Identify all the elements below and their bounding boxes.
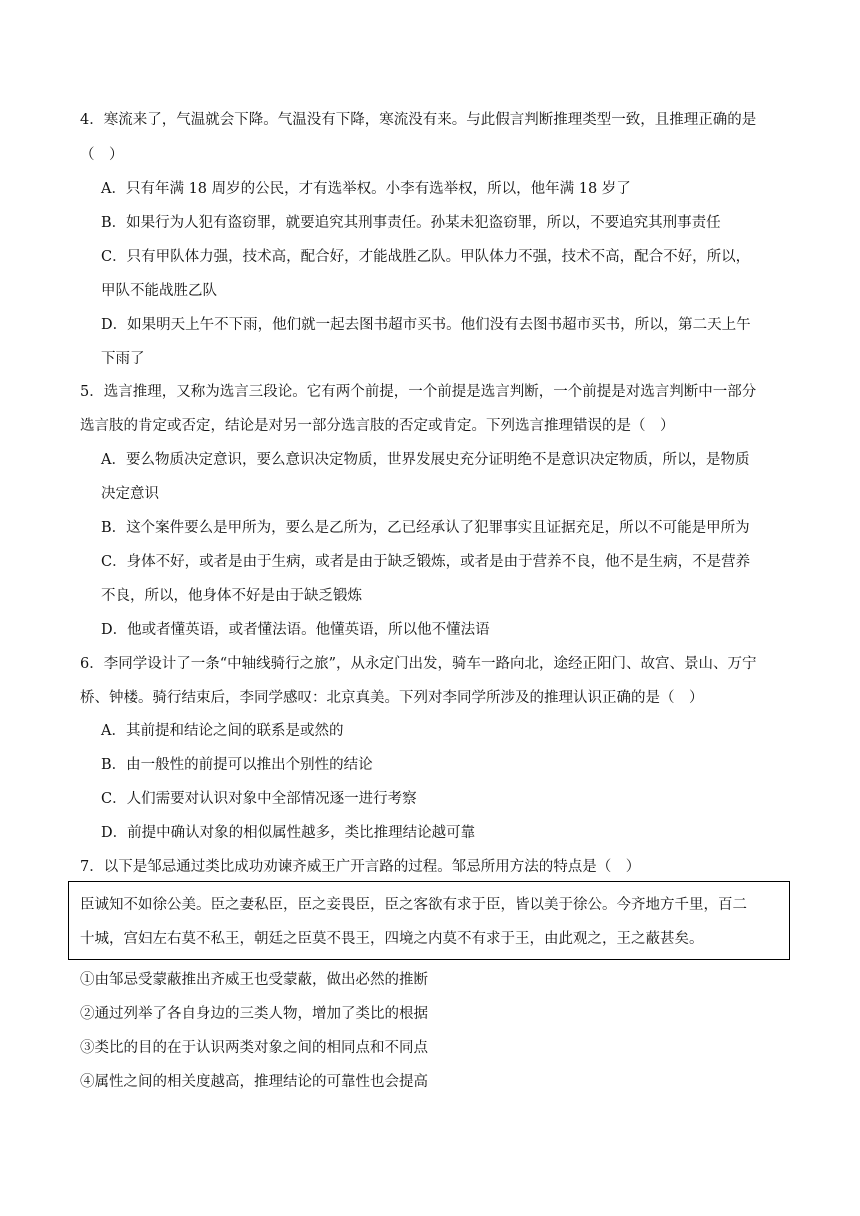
- q6-option-d: D．前提中确认对象的相似属性越多，类比推理结论越可靠: [101, 825, 476, 841]
- q5-stem-cont: 选言肢的肯定或否定，结论是对另一部分选言肢的否定或肯定。下列选言推理错误的是（ ）: [80, 418, 675, 434]
- q4-stem-answer-blank: （ ）: [80, 147, 124, 163]
- q5-option-a: A．要么物质决定意识，要么意识决定物质，世界发展史充分证明绝不是意识决定物质，所以，是物质: [101, 452, 750, 468]
- q6-option-a: A．其前提和结论之间的联系是或然的: [101, 723, 344, 739]
- q7-quote-box: [68, 881, 790, 960]
- q7-stem: 7．以下是邹忌通过类比成功劝谏齐威王广开言路的过程。邹忌所用方法的特点是（ ）: [80, 859, 641, 875]
- q5-option-a-cont: 决定意识: [101, 486, 159, 502]
- q4-option-d: D．如果明天上午不下雨，他们就一起去图书超市买书。他们没有去图书超市买书，所以，第二天上午: [101, 317, 751, 333]
- q4-option-b: B．如果行为人犯有盗窃罪，就要追究其刑事责任。孙某未犯盗窃罪，所以，不要追究其刑事责任: [101, 215, 721, 231]
- q4-option-c-cont: 甲队不能战胜乙队: [101, 283, 217, 299]
- q4-option-d-cont: 下雨了: [101, 351, 145, 367]
- q5-stem: 5．选言推理，又称为选言三段论。它有两个前提，一个前提是选言判断，一个前提是对选言判断中一部分: [80, 384, 757, 400]
- q5-option-d: D．他或者懂英语，或者懂法语。他懂英语，所以他不懂法语: [101, 622, 490, 638]
- q4-option-c: C．只有甲队体力强，技术高，配合好，才能战胜乙队。甲队体力不强，技术不高，配合不好，所以，: [101, 249, 751, 265]
- q5-option-c: C．身体不好，或者是由于生病，或者是由于缺乏锻炼，或者是由于营养不良，他不是生病，不是营养: [101, 554, 751, 570]
- q7-statement-2: ②通过列举了各自身边的三类人物，增加了类比的根据: [80, 1006, 428, 1022]
- q5-option-b: B．这个案件要么是甲所为，要么是乙所为，乙已经承认了犯罪事实且证据充足，所以不可能是甲所为: [101, 520, 750, 536]
- q6-option-c: C．人们需要对认识对象中全部情况逐一进行考察: [101, 791, 417, 807]
- q6-stem-cont: 桥、钟楼。骑行结束后，李同学感叹：北京真美。下列对李同学所涉及的推理认识正确的是（ ）: [80, 690, 704, 706]
- q7-statement-3: ③类比的目的在于认识两类对象之间的相同点和不同点: [80, 1040, 428, 1056]
- q7-statement-1: ①由邹忌受蒙蔽推出齐威王也受蒙蔽，做出必然的推断: [80, 972, 428, 988]
- q7-quote-line-1: 臣诚知不如徐公美。臣之妻私臣，臣之妾畏臣，臣之客欲有求于臣，皆以美于徐公。今齐地方千里，百二: [80, 897, 747, 913]
- q5-option-c-cont: 不良，所以，他身体不好是由于缺乏锻炼: [101, 588, 362, 604]
- q7-quote-line-2: 十城，宫妇左右莫不私王，朝廷之臣莫不畏王，四境之内莫不有求于王，由此观之，王之蔽甚矣。: [80, 931, 704, 947]
- q4-stem: 4．寒流来了，气温就会下降。气温没有下降，寒流没有来。与此假言判断推理类型一致，且推理正确的是: [80, 112, 757, 128]
- q7-statement-4: ④属性之间的相关度越高，推理结论的可靠性也会提高: [80, 1074, 428, 1090]
- q4-option-a: A．只有年满 18 周岁的公民，才有选举权。小李有选举权，所以，他年满 18 岁了: [101, 181, 631, 197]
- q6-stem: 6．李同学设计了一条“中轴线骑行之旅”，从永定门出发，骑车一路向北，途经正阳门、故宫、景山、万宁: [80, 656, 757, 672]
- q6-option-b: B．由一般性的前提可以推出个别性的结论: [101, 757, 373, 773]
